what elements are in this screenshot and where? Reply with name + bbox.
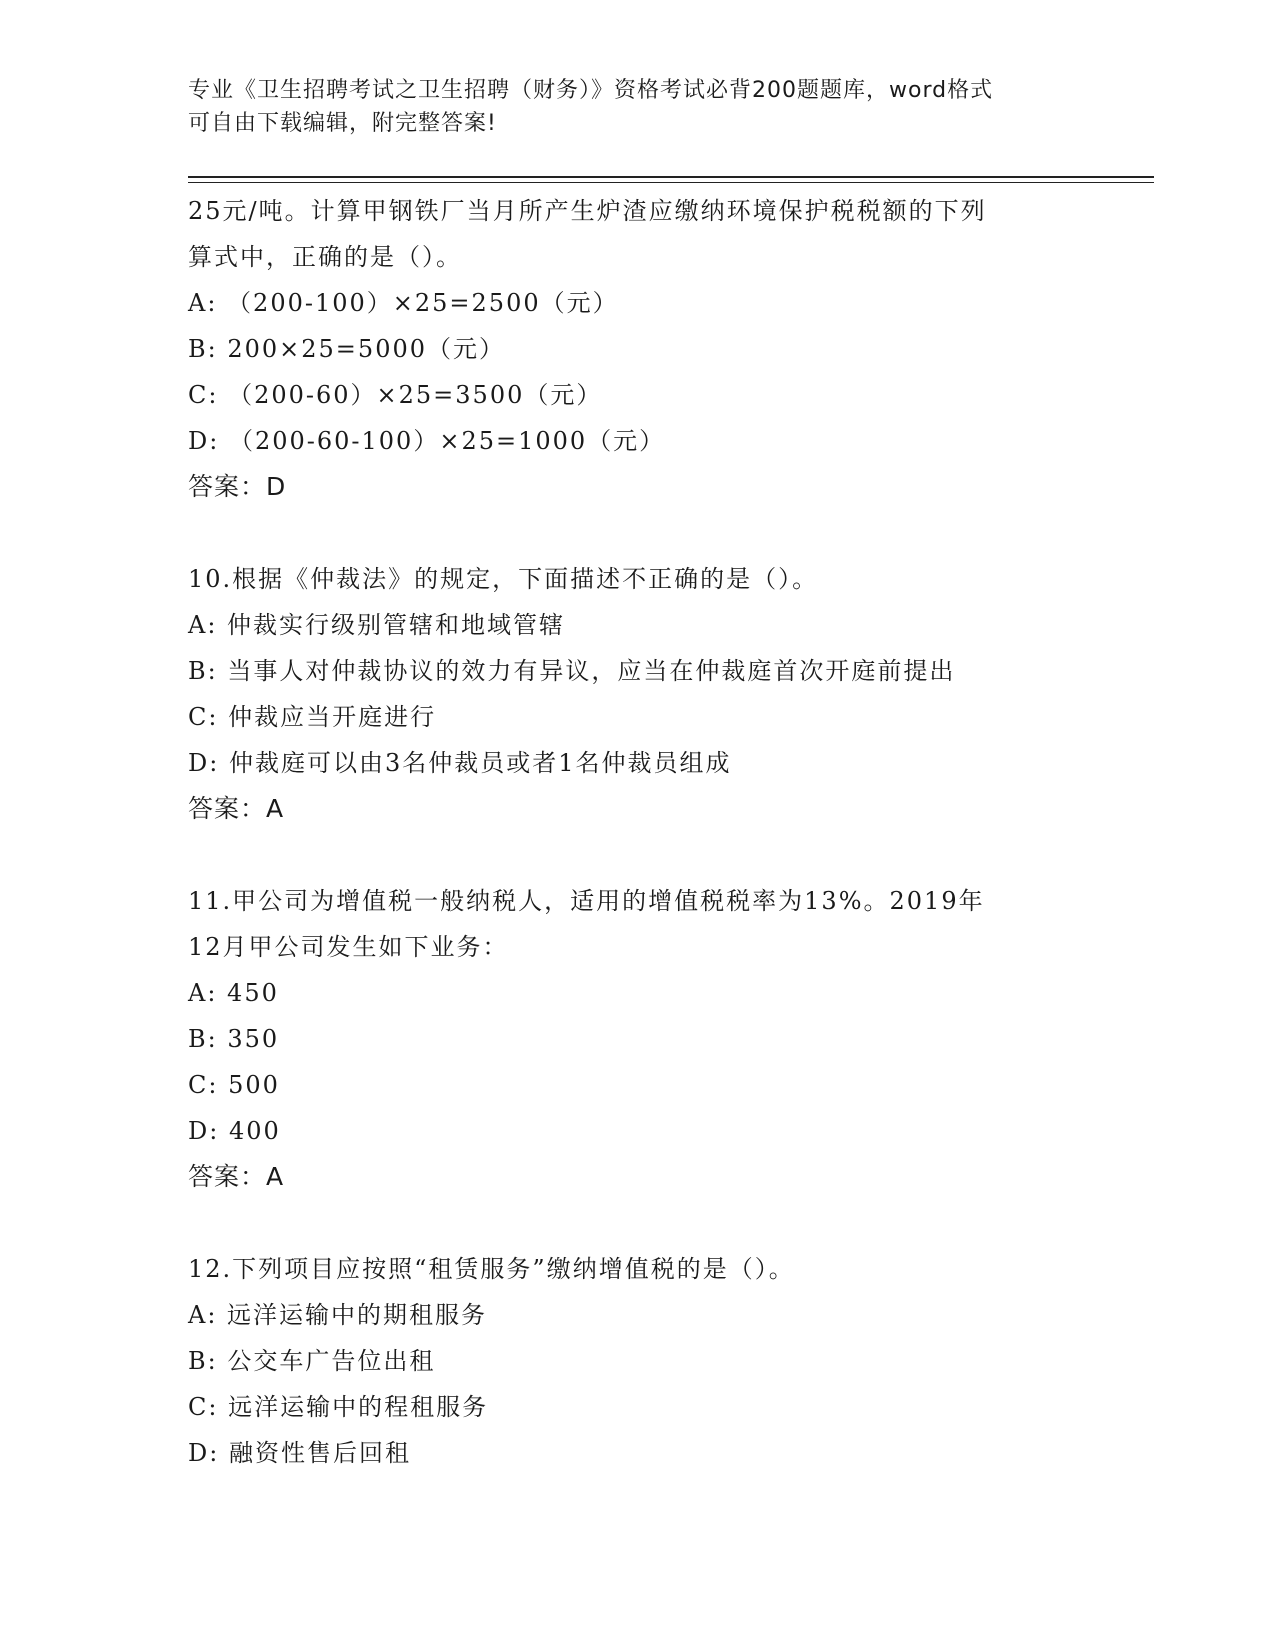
option-c: C: （200-60）×25=3500（元） [188, 381, 603, 409]
option-d: D: 400 [188, 1117, 281, 1145]
option-d: D: （200-60-100）×25=1000（元） [188, 427, 666, 455]
option-b: B: 200×25=5000（元） [188, 335, 505, 363]
option-a: A: 450 [188, 979, 279, 1007]
question-10 [188, 556, 1148, 832]
question-stem-line: 11.甲公司为增值税一般纳税人，适用的增值税税率为13%。2019年 [188, 887, 985, 915]
question-stem-line: 12月甲公司发生如下业务： [188, 933, 509, 961]
answer-line: 答案：D [188, 472, 287, 501]
question-stem-line: 10.根据《仲裁法》的规定，下面描述不正确的是（）。 [188, 565, 819, 593]
question-12 [188, 1246, 1148, 1476]
option-d: D: 融资性售后回租 [188, 1439, 411, 1467]
option-c: C: 500 [188, 1071, 280, 1099]
spacer [188, 510, 1148, 556]
question-stem-line: 12.下列项目应按照“租赁服务”缴纳增值税的是（）。 [188, 1255, 795, 1283]
option-a: A: 仲裁实行级别管辖和地域管辖 [188, 611, 566, 639]
document-header [188, 74, 1088, 140]
header-divider-thick [188, 176, 1154, 178]
question-9 [188, 188, 1148, 510]
header-title-line-2: 可自由下载编辑，附完整答案! [188, 111, 497, 136]
spacer [188, 832, 1148, 878]
question-list [188, 188, 1148, 1476]
option-b: B: 350 [188, 1025, 280, 1053]
spacer [188, 1200, 1148, 1246]
answer-line: 答案：A [188, 794, 285, 823]
answer-line: 答案：A [188, 1162, 285, 1191]
option-b: B: 公交车广告位出租 [188, 1347, 436, 1375]
header-title-line-1: 专业《卫生招聘考试之卫生招聘（财务）》资格考试必背200题题库，word格式 [188, 78, 994, 103]
option-b: B: 当事人对仲裁协议的效力有异议，应当在仲裁庭首次开庭前提出 [188, 657, 956, 685]
question-stem-line: 25元/吨。计算甲钢铁厂当月所产生炉渣应缴纳环境保护税税额的下列 [188, 197, 987, 225]
question-stem-line: 算式中，正确的是（）。 [188, 243, 462, 271]
option-a: A: （200-100）×25=2500（元） [188, 289, 619, 317]
question-11 [188, 878, 1148, 1200]
option-c: C: 仲裁应当开庭进行 [188, 703, 437, 731]
header-divider-thin [188, 182, 1154, 183]
option-c: C: 远洋运输中的程租服务 [188, 1393, 489, 1421]
option-d: D: 仲裁庭可以由3名仲裁员或者1名仲裁员组成 [188, 749, 732, 777]
option-a: A: 远洋运输中的期租服务 [188, 1301, 488, 1329]
